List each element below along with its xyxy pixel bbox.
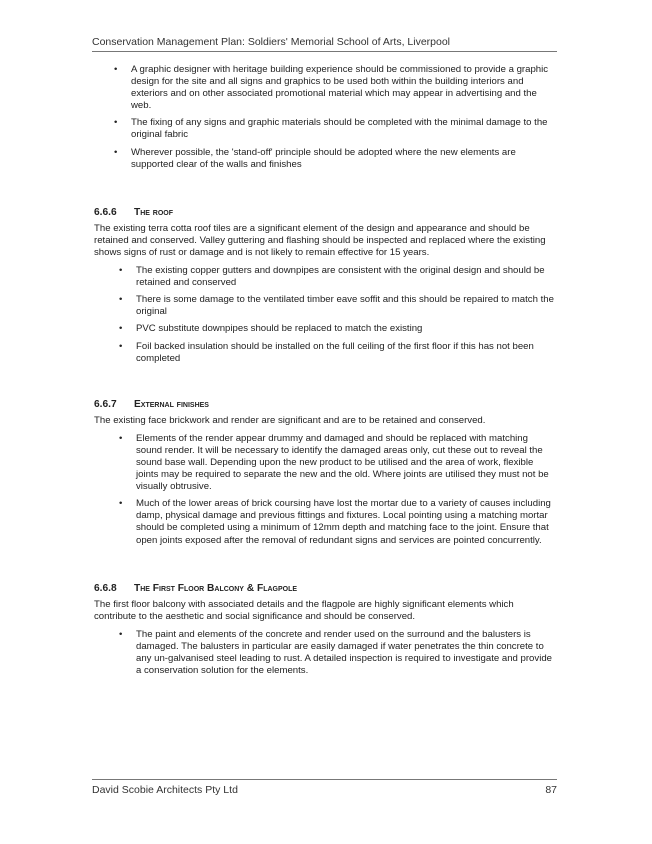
list-item: • Wherever possible, the 'stand-off' principle should be adopted where the new elements are supported clear of the walls and finishes — [114, 146, 516, 170]
bullet-icon: • — [119, 432, 123, 444]
page-content — [94, 64, 556, 682]
section-bullet-list — [94, 265, 556, 365]
section-external-finishes — [94, 399, 556, 547]
list-item: • PVC substitute downpipes should be replaced to match the existing — [119, 323, 423, 335]
bullet-icon: • — [119, 340, 123, 352]
page-footer — [92, 779, 557, 796]
section-paragraph: The existing face brickwork and render are significant and are to be retained and conserved. — [94, 414, 486, 426]
section-bullet-list — [94, 433, 556, 547]
page-header: Conservation Management Plan: Soldiers' Memorial School of Arts, Liverpool — [92, 36, 557, 52]
page-number: 87 — [545, 784, 557, 796]
list-item: • Much of the lower areas of brick coursing have lost the mortar due to a variety of causes including damp, physical damage and previous fittings and fixtures. Local pointing using a matching mortar should be completed using a minimum of 12mm depth and matching face to the joint. Ensure that open joints exposed after the removal of redundant signs and services are pointed concurrently. — [119, 498, 551, 546]
bullet-icon: • — [114, 64, 118, 75]
section-heading — [94, 583, 556, 594]
list-item: • Elements of the render appear drummy and damaged and should be replaced with matching sound render. It will be necessary to identify the damaged areas only, cut these out to reveal the sound base wall. Depending upon the new product to be utilised and the area of work, flexible joints may be required to separate the new and the old. Where joints are utilised they must not be visually obtrusive. — [119, 432, 549, 493]
section-title: The roof — [134, 206, 173, 218]
bullet-icon: • — [114, 117, 118, 129]
section-roof — [94, 207, 556, 365]
bullet-icon: • — [119, 498, 123, 510]
list-item: • The fixing of any signs and graphic materials should be completed with the minimal damage to the original fabric — [114, 117, 548, 141]
list-item: • A graphic designer with heritage building experience should be commissioned to provide a graphic design for the site and all signs and graphics to be used both within the building interiors and exteriors and on other associated promotional material which may appear in advertising and the web. — [114, 64, 549, 112]
section-number: 6.6.7 — [94, 398, 117, 410]
bullet-icon: • — [119, 323, 123, 335]
section-paragraph: The existing terra cotta roof tiles are a significant element of the design and appearance and should be retained and conserved. Valley guttering and flashing should be inspected and replaced where the existing shows signs of rust or damage and is not likely to remain effective for 15 years. — [94, 222, 546, 258]
list-item: • Foil backed insulation should be installed on the full ceiling of the first floor if this has not been completed — [119, 340, 534, 364]
section-bullet-list — [94, 629, 556, 677]
list-item: • The paint and elements of the concrete and render used on the surround and the balusters is damaged. The balusters in particular are easily damaged if water penetrates the thin concrete to any un-galvanised steel leading to rust. A detailed inspection is required to investigate and provide a conservation solution for the elements. — [119, 628, 552, 677]
section-heading — [94, 207, 556, 218]
intro-bullet-list — [94, 64, 556, 171]
section-title: The First Floor Balcony & Flagpole — [134, 582, 298, 594]
list-item: • There is some damage to the ventilated timber eave soffit and this should be repaired to match the original — [119, 294, 554, 318]
bullet-icon: • — [119, 265, 123, 277]
section-number: 6.6.6 — [94, 206, 117, 218]
bullet-icon: • — [119, 628, 123, 640]
bullet-icon: • — [119, 294, 123, 306]
section-title: External finishes — [134, 398, 209, 410]
bullet-icon: • — [114, 146, 118, 158]
footer-company: David Scobie Architects Pty Ltd — [92, 784, 238, 796]
list-item: • The existing copper gutters and downpipes are consistent with the original design and should be retained and conserved — [119, 265, 545, 289]
section-number: 6.6.8 — [94, 582, 117, 594]
section-paragraph: The first floor balcony with associated details and the flagpole are highly significant elements which contribute to the aesthetic and social significance and should be conserved. — [94, 598, 514, 622]
section-balcony-flagpole — [94, 583, 556, 678]
section-heading — [94, 399, 556, 410]
